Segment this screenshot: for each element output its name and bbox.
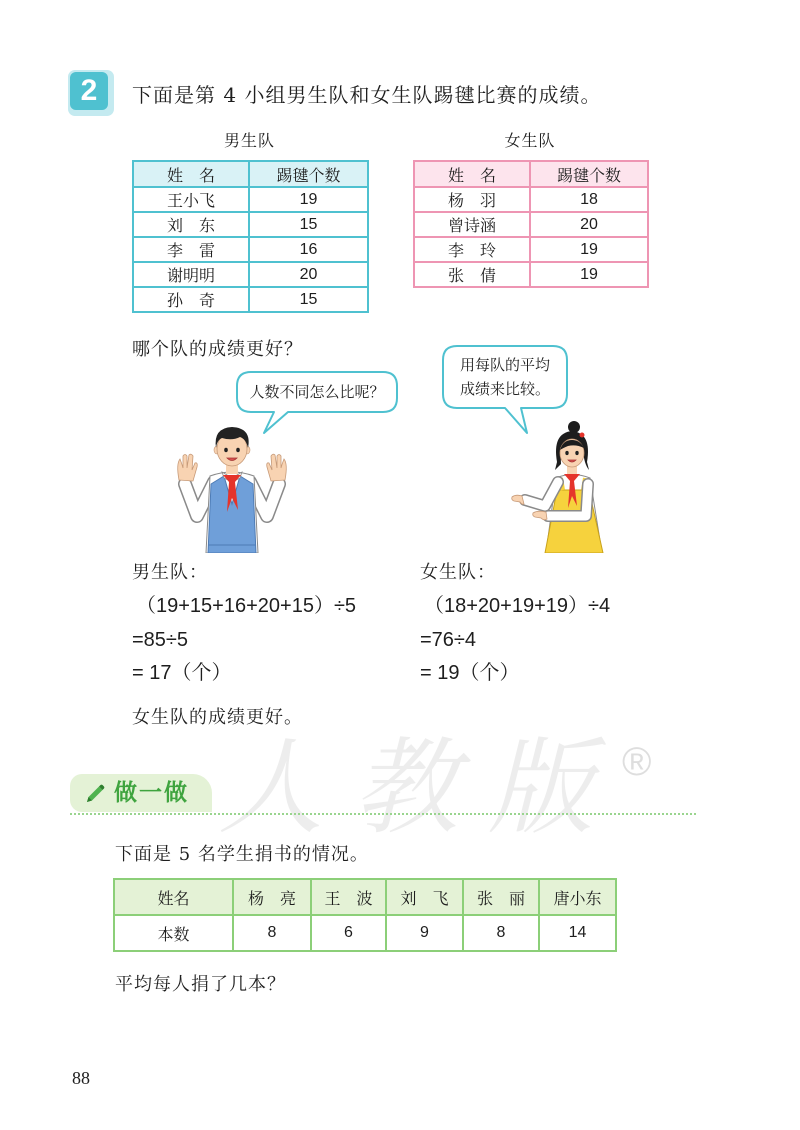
girl-illustration bbox=[510, 418, 610, 553]
boys-table-caption: 男生队 bbox=[223, 131, 275, 150]
kick-count: 15 bbox=[249, 287, 368, 312]
table-header-row bbox=[414, 161, 648, 187]
girls-score-table bbox=[413, 160, 649, 288]
player-name: 孙 奇 bbox=[133, 287, 249, 312]
player-name: 王小飞 bbox=[133, 187, 249, 212]
problem-number: 2 bbox=[80, 74, 98, 107]
column-header-count: 踢毽个数 bbox=[249, 161, 368, 187]
boy-bubble-text-box bbox=[237, 372, 397, 412]
table-row bbox=[133, 237, 368, 262]
boy-body bbox=[206, 463, 258, 553]
registered-mark: ® bbox=[622, 740, 652, 784]
row-header-count: 本数 bbox=[114, 915, 233, 951]
table-header-row bbox=[114, 879, 616, 915]
kick-count: 18 bbox=[530, 187, 648, 212]
girl-head bbox=[555, 421, 589, 470]
column-header-name: 姓 名 bbox=[133, 161, 249, 187]
student-name: 张 丽 bbox=[463, 879, 539, 915]
boys-calc-step-1: （19+15+16+20+15）÷5 bbox=[136, 595, 357, 617]
problem-number-badge bbox=[68, 70, 114, 116]
boys-calc-step-2: =85÷5 bbox=[132, 629, 189, 651]
player-name: 李 雷 bbox=[133, 237, 249, 262]
kick-count: 20 bbox=[530, 212, 648, 237]
problem-number-badge-face bbox=[70, 72, 108, 110]
boy-head bbox=[214, 427, 250, 466]
table-row bbox=[133, 287, 368, 312]
book-count: 9 bbox=[386, 915, 463, 951]
kick-count: 16 bbox=[249, 237, 368, 262]
book-count: 14 bbox=[539, 915, 616, 951]
comparison-question: 哪个队的成绩更好？ bbox=[132, 339, 303, 360]
boy-illustration bbox=[172, 418, 292, 553]
column-header-name: 姓 名 bbox=[414, 161, 530, 187]
column-header-count: 踢毽个数 bbox=[530, 161, 648, 187]
table-row bbox=[133, 187, 368, 212]
student-name: 杨 亮 bbox=[233, 879, 311, 915]
table-row bbox=[414, 237, 648, 262]
section-divider bbox=[70, 813, 696, 815]
publisher-watermark: 人教版 bbox=[218, 727, 624, 849]
table-row bbox=[414, 212, 648, 237]
kick-count: 20 bbox=[249, 262, 368, 287]
table-header-row bbox=[133, 161, 368, 187]
boy-bubble-text: 人数不同怎么比呢？ bbox=[249, 383, 385, 401]
boys-score-table bbox=[132, 160, 369, 313]
player-name: 刘 东 bbox=[133, 212, 249, 237]
book-count: 8 bbox=[233, 915, 311, 951]
exercise-badge-label: 做一做 bbox=[114, 779, 189, 806]
girls-calc-step-2: =76÷4 bbox=[420, 629, 477, 651]
girls-calc-step-3: = 19（个） bbox=[420, 662, 520, 684]
kick-count: 19 bbox=[530, 237, 648, 262]
problem-title: 下面是第 4 小组男生队和女生队踢毽比赛的成绩。 bbox=[132, 83, 602, 107]
girl-bubble-line-2: 成绩来比较。 bbox=[459, 380, 550, 398]
page-number: 88 bbox=[72, 1068, 90, 1088]
table-row bbox=[414, 187, 648, 212]
girls-calc-step-1: （18+20+19+19）÷4 bbox=[424, 595, 611, 617]
kick-count: 19 bbox=[249, 187, 368, 212]
kick-count: 19 bbox=[530, 262, 648, 287]
row-header-name: 姓名 bbox=[114, 879, 233, 915]
conclusion-text: 女生队的成绩更好。 bbox=[132, 707, 303, 728]
exercise-intro: 下面是 5 名学生捐书的情况。 bbox=[115, 844, 369, 865]
girls-calc-label: 女生队： bbox=[420, 562, 496, 583]
boys-calc-step-3: = 17（个） bbox=[132, 662, 232, 684]
player-name: 杨 羽 bbox=[414, 187, 530, 212]
student-name: 唐小东 bbox=[539, 879, 616, 915]
exercise-question: 平均每人捐了几本？ bbox=[115, 974, 286, 995]
book-count: 8 bbox=[463, 915, 539, 951]
table-row bbox=[133, 212, 368, 237]
kick-count: 15 bbox=[249, 212, 368, 237]
girl-bubble-text-box bbox=[443, 346, 567, 408]
pencil-icon bbox=[84, 783, 106, 805]
exercise-badge bbox=[70, 774, 212, 812]
girls-table-caption: 女生队 bbox=[504, 131, 556, 150]
player-name: 曾诗涵 bbox=[414, 212, 530, 237]
table-row bbox=[114, 915, 616, 951]
book-count: 6 bbox=[311, 915, 386, 951]
book-donation-table bbox=[113, 878, 617, 952]
player-name: 谢明明 bbox=[133, 262, 249, 287]
table-row bbox=[133, 262, 368, 287]
table-row bbox=[414, 262, 648, 287]
girl-bubble-line-1: 用每队的平均 bbox=[459, 356, 550, 374]
student-name: 王 波 bbox=[311, 879, 386, 915]
player-name: 张 倩 bbox=[414, 262, 530, 287]
player-name: 李 玲 bbox=[414, 237, 530, 262]
boys-calc-label: 男生队： bbox=[132, 562, 208, 583]
student-name: 刘 飞 bbox=[386, 879, 463, 915]
